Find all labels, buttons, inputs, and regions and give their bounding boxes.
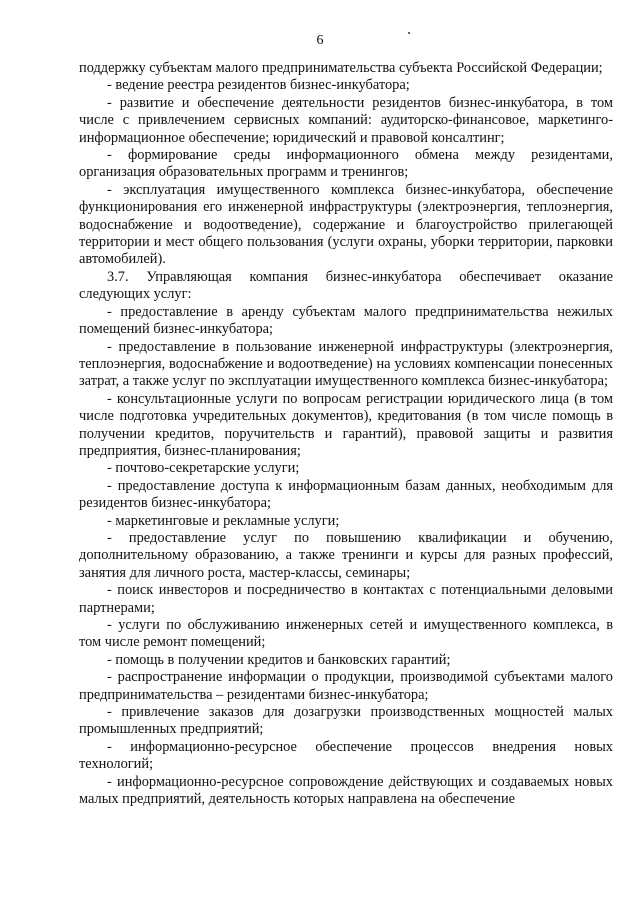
list-item-secretarial: - почтово-секретарские услуги; [107, 460, 300, 477]
list-item-database-access: - предоставление доступа к информационным базам данных, необходимым для резидентов бизнес-инкубатора; [79, 477, 613, 512]
list-item-marketing: - маркетинговые и рекламные услуги; [107, 512, 340, 529]
paragraph-continuation: поддержку субъектам малого предпринимательства субъекта Российской Федерации; [79, 60, 603, 76]
list-item-orders: - привлечение заказов для дозагрузки производственных мощностей малых промышленных предприятий; [79, 704, 613, 738]
page-number: 6 [316, 33, 324, 48]
list-item-new-enterprises: - информационно-ресурсное сопровождение действующих и создаваемых новых малых предприятий, деятельность которых направлена на обеспечение [79, 773, 613, 808]
list-item-property-operation: - эксплуатация имущественного комплекса бизнес-инкубатора, обеспечение функционирования его инженерной инфраструктуры (электроэнергия, теплоэнергия, водоснабжение и водоотведение), содержание и благоустройство прилегающей территории и мест общего пользования (услуги охраны, уборки территории, парковки автомобилей). [79, 181, 613, 268]
list-item-info-exchange: - формирование среды информационного обмена между резидентами, организация образовательных программ и тренингов; [79, 147, 613, 181]
list-item-investors: - поиск инвесторов и посредничество в контактах с потенциальными деловыми партнерами; [79, 582, 613, 616]
list-item-maintenance: - услуги по обслуживанию инженерных сетей и имущественного комплекса, в том числе ремонт помещений; [79, 617, 613, 651]
section-3-7-heading: 3.7. Управляющая компания бизнес-инкубатора обеспечивает оказание следующих услуг: [79, 268, 613, 303]
list-item-resident-support: - развитие и обеспечение деятельности резидентов бизнес-инкубатора, в том числе с привлечением сервисных компаний: аудиторско-финансовое, маркетинго-информационное обеспечение; юридический и правовой консалтинг; [79, 94, 613, 146]
list-item-infrastructure-use: - предоставление в пользование инженерной инфраструктуры (электроэнергия, теплоэнергия, водоснабжение и водоотведение) на условиях компенсации понесенных затрат, а также услуг по эксплуатации имущественного комплекса бизнес-инкубатора; [79, 338, 613, 390]
list-item-consulting: - консультационные услуги по вопросам регистрации юридического лица (в том числе подготовка учредительных документов), кредитования (в том числе помощь в получении кредитов, поручительств и гарантий), правовой защиты и развития предприятия, бизнес-планирования; [79, 390, 613, 459]
document-body [79, 60, 613, 808]
list-item-product-info: - распространение информации о продукции, производимой субъектами малого предпринимательства – резидентами бизнес-инкубатора; [79, 669, 613, 703]
list-item-tech-support: - информационно-ресурсное обеспечение процессов внедрения новых технологий; [79, 738, 613, 773]
list-item-rental: - предоставление в аренду субъектам малого предпринимательства нежилых помещений бизнес-инкубатора; [79, 303, 613, 338]
list-item-training: - предоставление услуг по повышению квалификации и обучению, дополнительному образованию, а также тренинги и курсы для разных профессий, занятия для личного роста, мастер-классы, семинары; [79, 529, 613, 581]
scan-dot-mark [408, 32, 410, 34]
list-item-credit-help: - помощь в получении кредитов и банковских гарантий; [107, 651, 451, 668]
list-item-registry: - ведение реестра резидентов бизнес-инкубатора; [107, 77, 410, 94]
